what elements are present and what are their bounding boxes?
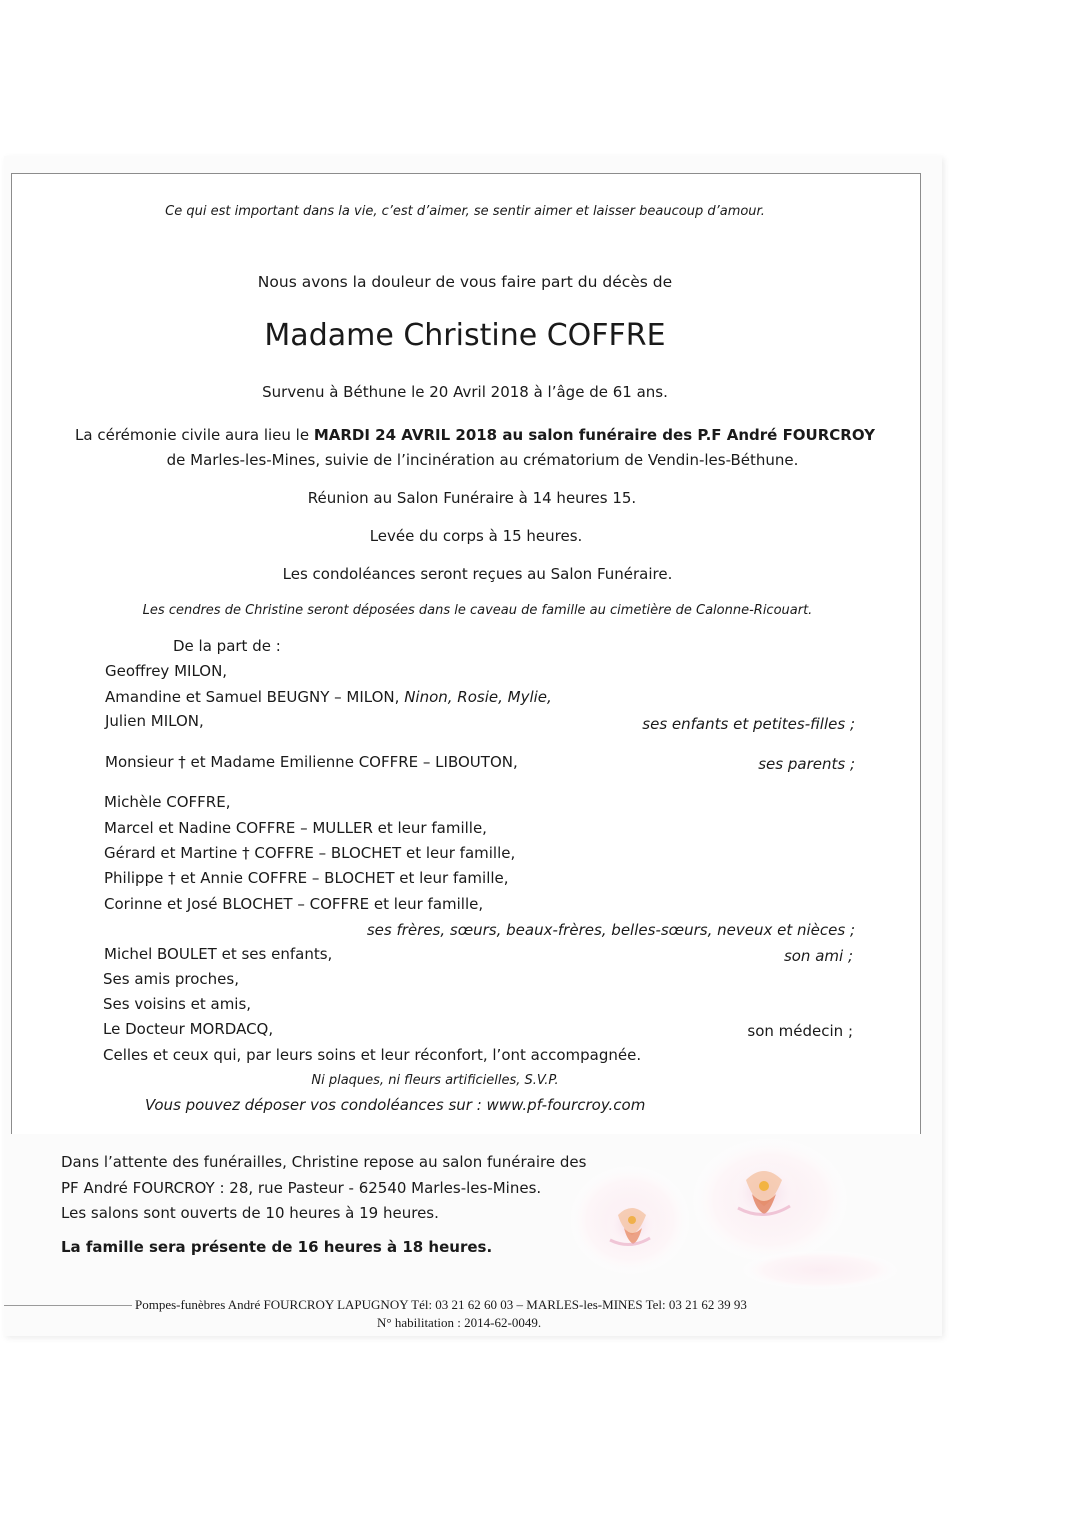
caregivers: Celles et ceux qui, par leurs soins et leur réconfort, l’ont accompagnée. [103, 1046, 642, 1064]
role-parents: ses parents ; [758, 755, 855, 773]
family-presence: La famille sera présente de 16 heures à 18 heures. [61, 1238, 493, 1256]
friend-michel: Michel BOULET et ses enfants, [104, 945, 333, 963]
condoleances-note: Les condoléances seront reçues au Salon Funéraire. [282, 565, 673, 583]
ashes-note: Les cendres de Christine seront déposées dans le caveau de famille au cimetière de Calonne-Ricouart. [142, 603, 813, 618]
no-plaques-note: Ni plaques, ni fleurs artificielles, S.V.P. [311, 1073, 559, 1088]
philippe-name: et Annie COFFRE – BLOCHET et leur famille, [175, 869, 509, 887]
family-julien: Julien MILON, [105, 712, 204, 730]
visit-line-1: Dans l’attente des funérailles, Christine repose au salon funéraire des [61, 1153, 587, 1171]
cross-icon: † [242, 844, 250, 862]
family-parents [105, 753, 518, 771]
from-label: De la part de : [173, 637, 281, 655]
footer-license: N° habilitation : 2014-62-0049. [377, 1315, 542, 1330]
intro-text: Nous avons la douleur de vous faire part du décès de [257, 273, 673, 291]
orchid-left-icon [606, 1201, 658, 1249]
neighbours: Ses voisins et amis, [103, 995, 252, 1013]
family-philippe [104, 869, 509, 887]
opening-quote: Ce qui est important dans la vie, c’est d’aimer, se sentir aimer et laisser beaucoup d’amour. [165, 204, 765, 219]
family-amandine [105, 688, 552, 706]
close-friends: Ses amis proches, [103, 970, 239, 988]
family-corinne: Corinne et José BLOCHET – COFFRE et leur famille, [104, 895, 484, 913]
levee-time: Levée du corps à 15 heures. [369, 527, 583, 545]
family-michele: Michèle COFFRE, [104, 793, 231, 811]
philippe-text: Philippe [104, 869, 169, 887]
cross-icon: † [168, 869, 176, 887]
ceremony-line-2: de Marles-les-Mines, suivie de l’incinération au crématorium de Vendin-les-Béthune. [166, 451, 799, 469]
gerard-text: Gérard et Martine [104, 844, 243, 862]
parents-text: Monsieur [105, 753, 179, 771]
orchid-right-icon [730, 1162, 798, 1222]
role-doctor: son médecin ; [747, 1022, 853, 1040]
footer-contacts: Pompes-funèbres André FOURCROY LAPUGNOY Tél: 03 21 62 60 03 – MARLES-les-MINES Tel: 03 21 62 39 93 [135, 1297, 747, 1312]
orchid-flowers-image [570, 1120, 900, 1300]
parents-name: et Madame Emilienne COFFRE – LIBOUTON, [185, 753, 518, 771]
family-geoffrey: Geoffrey MILON, [105, 662, 228, 680]
visit-hours: Les salons sont ouverts de 10 heures à 19 heures. [61, 1204, 439, 1222]
death-details: Survenu à Béthune le 20 Avril 2018 à l’âge de 61 ans. [262, 383, 668, 401]
family-marcel: Marcel et Nadine COFFRE – MULLER et leur famille, [104, 819, 487, 837]
role-siblings: ses frères, sœurs, beaux-frères, belles-sœurs, neveux et nièces ; [366, 921, 855, 939]
gerard-name: COFFRE – BLOCHET et leur famille, [249, 844, 516, 862]
role-children: ses enfants et petites-filles ; [642, 715, 855, 733]
role-friend: son ami ; [783, 947, 853, 965]
reunion-time: Réunion au Salon Funéraire à 14 heures 15. [307, 489, 637, 507]
visit-address: PF André FOURCROY : 28, rue Pasteur - 62540 Marles-les-Mines. [61, 1179, 542, 1197]
website-note: Vous pouvez déposer vos condoléances sur : www.pf-fourcroy.com [145, 1096, 646, 1114]
family-gerard [104, 844, 515, 862]
cross-icon: † [178, 753, 186, 771]
ceremony-line-1 [0, 426, 950, 444]
doctor: Le Docteur MORDACQ, [103, 1020, 274, 1038]
grandchildren-names: Ninon, Rosie, Mylie, [404, 688, 552, 706]
ceremony-text: La cérémonie civile aura lieu le [75, 426, 314, 444]
ceremony-date-place: MARDI 24 AVRIL 2018 au salon funéraire des P.F André FOURCROY [313, 426, 875, 444]
footer-rule [4, 1305, 132, 1306]
amandine-name: Amandine et Samuel BEUGNY – MILON, [105, 688, 405, 706]
deceased-name: Madame Christine COFFRE [264, 318, 666, 353]
